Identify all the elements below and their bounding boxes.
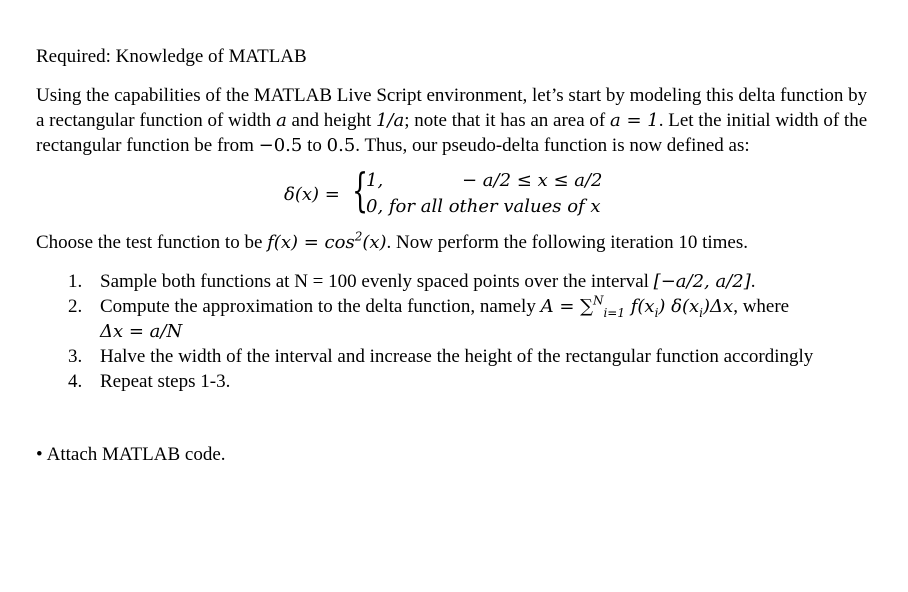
equation-case1-value: 1, xyxy=(366,170,384,191)
intro-text-5: to xyxy=(302,135,327,156)
area-symbol: a = 1 xyxy=(610,110,659,131)
sum-formula-start: A = ∑ xyxy=(540,296,593,317)
step-text-where: , where xyxy=(733,296,790,317)
interval: [−a/2, a/2] xyxy=(653,271,751,292)
intro-text-2: and height xyxy=(286,110,376,131)
step-text: Halve the width of the interval and increase the height of the rectangular function accordingly xyxy=(100,346,814,367)
sum-upper-limit: N xyxy=(592,293,604,308)
choose-text-1: Choose the test function to be xyxy=(36,232,268,253)
test-function-paragraph xyxy=(36,230,872,255)
sum-lower-limit: i=1 xyxy=(603,305,625,320)
intro-text-1: Using the capabilities of the MATLAB Live Script environment, let’s start by modeling this delta function by a rectangular function of width xyxy=(36,85,868,131)
sum-formula-f: f(x xyxy=(625,296,655,317)
step-text: Compute the approximation to the delta function, namely xyxy=(100,296,541,317)
from-value: −0.5 xyxy=(258,135,303,156)
sum-subscript-i-2: i xyxy=(699,305,704,320)
equation-case1-condition: − a/2 ≤ x ≤ a/2 xyxy=(462,170,603,191)
equation-brace: { xyxy=(352,163,369,217)
attach-note xyxy=(36,442,872,467)
step-number: 4. xyxy=(68,371,83,392)
choose-text-2: . Now perform the following iteration 10 times. xyxy=(386,232,748,253)
list-item xyxy=(36,369,872,394)
attach-text: Attach MATLAB code. xyxy=(46,444,226,465)
height-symbol: 1/a xyxy=(375,110,405,131)
step-number: 2. xyxy=(68,296,83,317)
sum-limits xyxy=(593,294,625,319)
intro-text-6: . Thus, our pseudo-delta function is now defined as: xyxy=(355,135,750,156)
required-line: Required: Knowledge of MATLAB xyxy=(36,46,307,67)
delta-equation xyxy=(36,163,872,224)
intro-text-4: . Let the initial width of the rectangular function be from xyxy=(36,110,868,156)
equation-lhs: δ(x) = xyxy=(284,184,340,205)
test-function-exponent: 2 xyxy=(354,229,363,244)
test-function: f(x) = cos xyxy=(267,232,355,253)
delta-x-definition: Δx = a/N xyxy=(100,321,183,342)
intro-text-3: ; note that it has an area of xyxy=(404,110,610,131)
iteration-steps xyxy=(36,269,872,394)
bullet-icon: • xyxy=(36,444,43,465)
step-number: 3. xyxy=(68,346,83,367)
sum-formula-delta: ) δ(x xyxy=(658,296,700,317)
step-number: 1. xyxy=(68,271,83,292)
sum-formula-end: )Δx xyxy=(703,296,734,317)
list-item xyxy=(36,344,872,369)
list-item xyxy=(36,294,872,344)
to-value: 0.5 xyxy=(326,135,356,156)
sum-subscript-i: i xyxy=(654,305,659,320)
step-text-end: . xyxy=(750,271,756,292)
list-item xyxy=(36,269,872,294)
step-text: Sample both functions at N = 100 evenly spaced points over the interval xyxy=(100,271,654,292)
width-symbol: a xyxy=(276,110,287,131)
document-body xyxy=(36,44,872,467)
test-function-arg: (x) xyxy=(362,232,387,253)
step-text: Repeat steps 1-3. xyxy=(100,371,231,392)
equation-case2: 0, for all other values of x xyxy=(366,196,601,217)
intro-paragraph xyxy=(36,83,872,158)
